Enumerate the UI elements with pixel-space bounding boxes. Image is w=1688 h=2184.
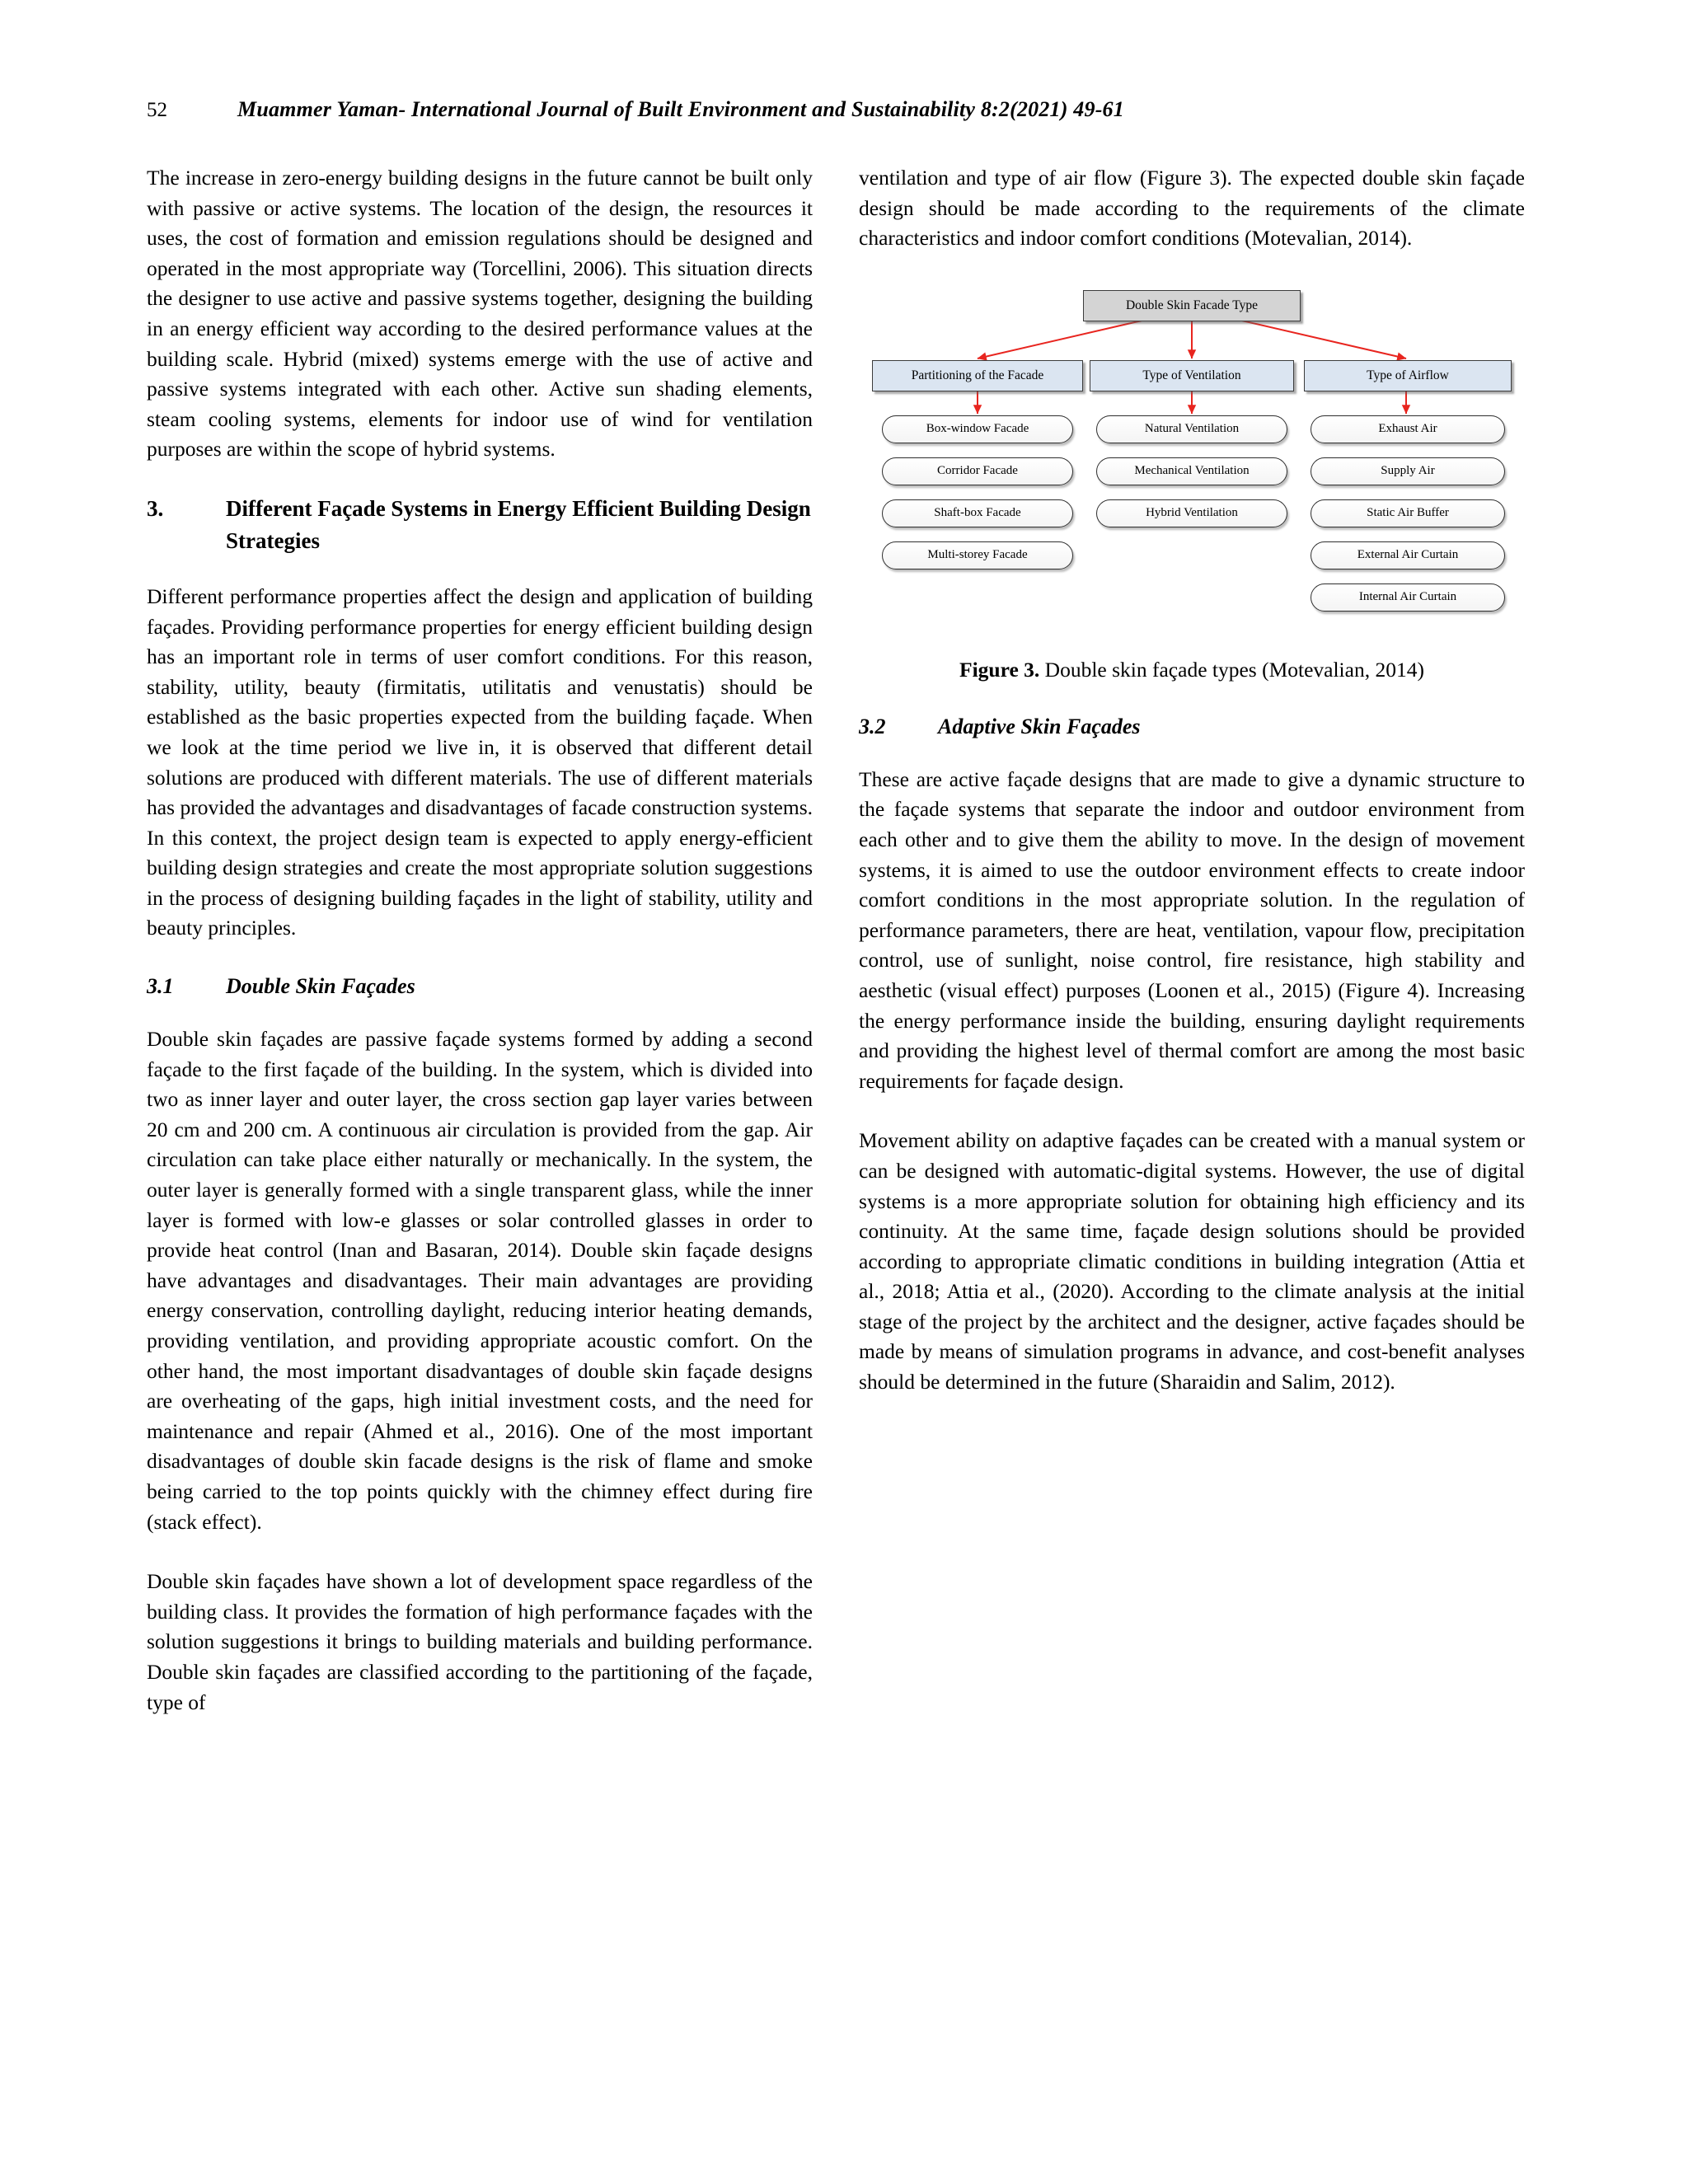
paragraph: Double skin façades have shown a lot of development space regardless of the building class. It provides the formation of high performance façades with the solution suggestions it brings to building materials and building performance. Double skin façades are classified according to the partitioning of the façade, type of [147, 1569, 813, 1714]
paragraph: ventilation and type of air flow (Figure 3). The expected double skin façade design should be made according to the requirements of the climate characteristics and indoor comfort conditions (Motevalian, 2014). [859, 166, 1525, 251]
paragraph: The increase in zero-energy building designs in the future cannot be built only with passive or active systems. The location of the design, the resources it uses, the cost of formation and emission regulations should be designed and operated in the most appropriate way (Torcellini, 2006). This situation directs the designer to use active and passive systems together, designing the building in an energy efficient way according to the desired performance values at the building scale. Hybrid (mixed) systems emerge with the use of active and passive systems integrated with each other. Active sun shading elements, steam cooling systems, elements for indoor use of wind for ventilation purposes are within the scope of hybrid systems. [147, 166, 813, 462]
right-column [859, 163, 1525, 1398]
diagram-leaf-node: Exhaust Air [1311, 415, 1505, 443]
paragraph-spacer [859, 1118, 1525, 1126]
diagram-node-branch-2: Type of Ventilation [1090, 360, 1294, 391]
section-heading-3-2 [859, 712, 1525, 742]
subsection-title: Double Skin Façades [226, 974, 415, 999]
paragraph: Movement ability on adaptive façades can be created with a manual system or can be designed with automatic-digital systems. However, the use of digital systems is a more appropriate solution for obtaining high efficiency and its continuity. At the same time, façade design solutions should be provided according to appropriate climatic conditions in building integration (Attia et al., 2018; Attia et al., (2020). According to the climate analysis at the initial stage of the project by the architect and the designer, active façades should be made by means of simulation programs in advance, and cost-benefit analyses should be determined in the future (Sharaidin and Salim, 2012). [859, 1128, 1525, 1394]
paragraph: Different performance properties affect the design and application of building façades. Providing performance properties for energy efficient building design has an important role in terms of user comfort conditions. For this reason, stability, utility, beauty (firmitatis, utilitatis and venustatis) should be established as the basic properties expected from the building façade. When we look at the time period we live in, it is observed that different detail solutions are produced with different materials. The use of different materials has provided the advantages and disadvantages of facade construction systems. In this context, the project design team is expected to apply energy-efficient building design strategies and create the most appropriate solution suggestions in the process of designing building façades in the light of stability, utility and beauty principles. [147, 583, 813, 940]
paragraph: These are active façade designs that are made to give a dynamic structure to the façade systems that separate the indoor and outdoor environment from each other and to give them the ability to move. In the design of movement systems, it is aimed to use the outdoor environment effects to create indoor comfort conditions in the most appropriate solution. In the regulation of performance parameters, there are heat, ventilation, vapour flow, precipitation control, use of sunlight, noise control, fire resistance, high stability and aesthetic (visual effect) purposes (Loonen et al., 2015) (Figure 4). Increasing the energy performance inside the building, ensuring daylight requirements and providing the highest level of thermal comfort are among the most basic requirements for façade design. [859, 766, 1525, 1093]
figure-3-caption [859, 656, 1525, 684]
section-number: 3. [147, 495, 164, 521]
subsection-title: Adaptive Skin Façades [938, 714, 1141, 738]
diagram-leaf-node: External Air Curtain [1311, 541, 1505, 569]
page-number: 52 [147, 99, 167, 121]
diagram-node-branch-3: Type of Airflow [1304, 360, 1512, 391]
diagram-leaf-node: Hybrid Ventilation [1096, 499, 1287, 527]
section-title: Different Façade Systems in Energy Efficient Building Design Strategies [226, 495, 811, 553]
running-title: Muammer Yaman- International Journal of Built Environment and Sustainability 8:2(2021) 49-61 [237, 97, 1124, 121]
subsection-number: 3.2 [859, 714, 886, 738]
diagram-leaf-node: Natural Ventilation [1096, 415, 1287, 443]
diagram-leaf-node: Shaft-box Facade [882, 499, 1073, 527]
paragraph: Double skin façades are passive façade systems formed by adding a second façade to the first façade of the building. In the system, which is divided into two as inner layer and outer layer, the cross section gap layer varies between 20 cm and 200 cm. A continuous air circulation is provided from the gap. Air circulation can take place either naturally or mechanically. In the system, the outer layer is generally formed with a single transparent glass, while the inner layer is formed with low-e glasses or solar controlled glasses in order to provide heat control (Inan and Basaran, 2014). Double skin façade designs have advantages and disadvantages. Their main advantages are providing energy conservation, controlling daylight, reducing interior heating demands, providing ventilation, and providing appropriate acoustic comfort. On the other hand, the most important disadvantages of double skin façade designs are overheating of the gaps, high initial investment costs, and the need for maintenance and repair (Ahmed et al., 2016). One of the most important disadvantages of double skin facade designs is the risk of flame and smoke being carried to the top points quickly with the chimney effect during fire (stack effect). [147, 1027, 813, 1534]
figure-caption-text: Double skin façade types (Motevalian, 2014) [1039, 657, 1424, 682]
section-heading-3 [147, 493, 813, 557]
diagram-leaf-node: Box-window Facade [882, 415, 1073, 443]
diagram-leaf-node: Internal Air Curtain [1311, 583, 1505, 612]
section-heading-3-1 [147, 972, 813, 1001]
running-head [147, 97, 1540, 127]
figure-caption-label: Figure 3. [959, 657, 1040, 682]
diagram-leaf-node: Static Air Buffer [1311, 499, 1505, 527]
diagram-leaf-node: Mechanical Ventilation [1096, 457, 1287, 485]
left-column [147, 163, 813, 1718]
diagram-leaf-node: Corridor Facade [882, 457, 1073, 485]
diagram-node-root: Double Skin Facade Type [1083, 290, 1301, 321]
subsection-number: 3.1 [147, 974, 174, 999]
diagram-leaf-node: Supply Air [1311, 457, 1505, 485]
paragraph-spacer [147, 1558, 813, 1567]
diagram-leaf-node: Multi-storey Facade [882, 541, 1073, 569]
figure-3 [859, 275, 1525, 648]
diagram-node-branch-1: Partitioning of the Facade [872, 360, 1083, 391]
